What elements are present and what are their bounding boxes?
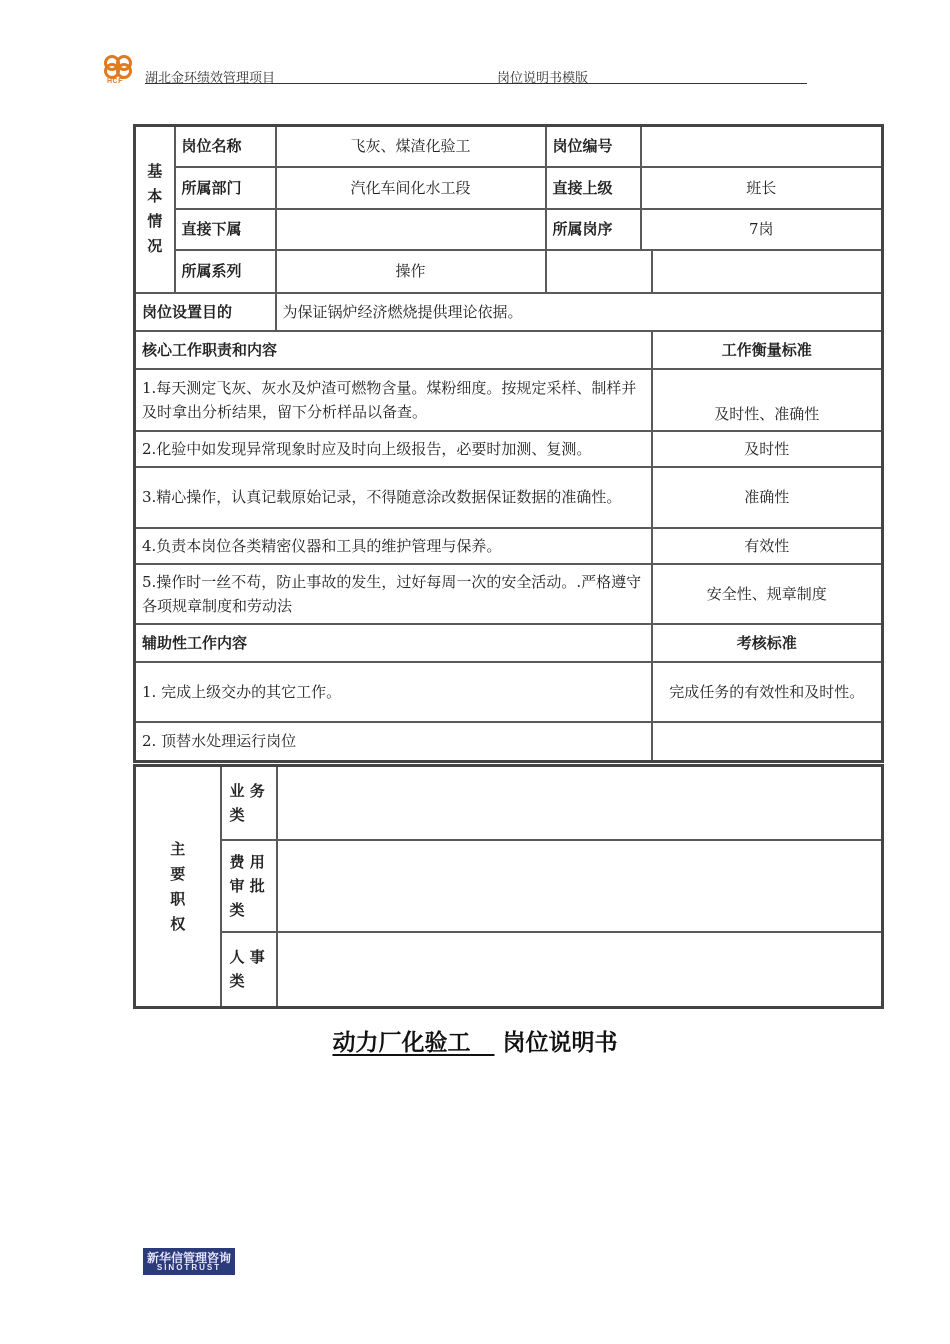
field-value: 飞灰、煤渣化验工 [276, 126, 546, 167]
hcf-logo-icon [100, 54, 140, 80]
basic-row-1 [135, 126, 883, 167]
authority-char: 职 [170, 889, 186, 908]
document-title [0, 1024, 950, 1057]
basic-row-4 [135, 250, 883, 293]
core-header-row [135, 331, 883, 369]
hcf-logo [100, 54, 140, 88]
core-header: 核心工作职责和内容 [135, 331, 652, 369]
core-item-row [135, 564, 883, 624]
core-item-standard: 准确性 [652, 467, 883, 528]
aux-item-text: 1. 完成上级交办的其它工作。 [135, 662, 652, 722]
field-label: 所属岗序 [546, 209, 641, 250]
aux-header: 辅助性工作内容 [135, 624, 652, 662]
core-item-row [135, 467, 883, 528]
aux-item-row [135, 662, 883, 722]
section-char: 况 [147, 237, 163, 256]
core-item-text: 2.化验中如发现异常现象时应及时向上级报告，必要时加测、复测。 [135, 431, 652, 467]
authority-row [135, 932, 883, 1008]
authority-category: 人 事 类 [221, 932, 277, 1008]
core-item-standard: 安全性、规章制度 [652, 564, 883, 624]
core-item-standard: 及时性 [652, 431, 883, 467]
field-label: 岗位名称 [175, 126, 276, 167]
authority-category: 费 用 审 批 类 [221, 840, 277, 932]
field-label: 所属部门 [175, 167, 276, 209]
purpose-label: 岗位设置目的 [135, 293, 276, 331]
core-item-row [135, 431, 883, 467]
section-char: 情 [147, 212, 163, 231]
field-value [276, 209, 546, 250]
aux-item-text: 2. 顶替水处理运行岗位 [135, 722, 652, 762]
sinotrust-logo [143, 1248, 235, 1275]
aux-item-row [135, 722, 883, 762]
field-value [652, 250, 883, 293]
aux-item-standard [652, 722, 883, 762]
core-item-text: 5.操作时一丝不苟，防止事故的发生，过好每周一次的安全活动。.严格遵守各项规章制度和劳动法 [135, 564, 652, 624]
title-part-2: 岗位说明书 [502, 1030, 618, 1056]
title-part-1: 动力厂化验工 [332, 1030, 471, 1056]
basic-section-label [135, 126, 175, 293]
company-name: 湖北金环绩效管理项目 [145, 71, 276, 86]
logo-text: HCF [107, 78, 123, 85]
core-item-text: 4.负责本岗位各类精密仪器和工具的维护管理与保养。 [135, 528, 652, 564]
purpose-row [135, 293, 883, 331]
authority-table [133, 764, 884, 1009]
field-value [641, 126, 883, 167]
aux-item-standard: 完成任务的有效性和及时性。 [652, 662, 883, 722]
logo-en-text: SINOTRUST [156, 1263, 222, 1272]
field-label: 岗位编号 [546, 126, 641, 167]
aux-standard-header: 考核标准 [652, 624, 883, 662]
core-item-text: 1.每天测定飞灰、灰水及炉渣可燃物含量。煤粉细度。按规定采样、制样并及时拿出分析结果，留下分析样品以备查。 [135, 369, 652, 431]
core-item-row [135, 369, 883, 431]
field-value: 7岗 [641, 209, 883, 250]
section-char: 基 [147, 162, 163, 181]
authority-char: 权 [170, 914, 186, 933]
document-type: 岗位说明书模版 [497, 71, 589, 86]
field-label: 直接上级 [546, 167, 641, 209]
authority-char: 要 [170, 864, 186, 883]
core-standard-header: 工作衡量标准 [652, 331, 883, 369]
logo-cn-text: 新华信管理咨询 [146, 1251, 231, 1265]
job-description-table [133, 124, 884, 763]
authority-content [277, 766, 883, 840]
field-value: 操作 [276, 250, 546, 293]
authority-label [135, 766, 221, 1008]
core-item-text: 3.精心操作，认真记载原始记录，不得随意涂改数据保证数据的准确性。 [135, 467, 652, 528]
authority-category: 业 务 类 [221, 766, 277, 840]
authority-content [277, 840, 883, 932]
authority-row [135, 766, 883, 840]
field-value: 汽化车间化水工段 [276, 167, 546, 209]
section-char: 本 [147, 187, 163, 206]
field-value: 班长 [641, 167, 883, 209]
purpose-value: 为保证锅炉经济燃烧提供理论依据。 [276, 293, 883, 331]
aux-header-row [135, 624, 883, 662]
header-rule [145, 83, 807, 84]
field-label: 直接下属 [175, 209, 276, 250]
authority-row [135, 840, 883, 932]
field-value [546, 250, 652, 293]
title-gap [470, 1030, 494, 1056]
authority-char: 主 [170, 839, 186, 858]
page-header [100, 54, 808, 88]
core-item-row [135, 528, 883, 564]
basic-row-3 [135, 209, 883, 250]
basic-row-2 [135, 167, 883, 209]
core-item-standard: 有效性 [652, 528, 883, 564]
authority-content [277, 932, 883, 1008]
field-label: 所属系列 [175, 250, 276, 293]
core-item-standard: 及时性、准确性 [652, 369, 883, 431]
